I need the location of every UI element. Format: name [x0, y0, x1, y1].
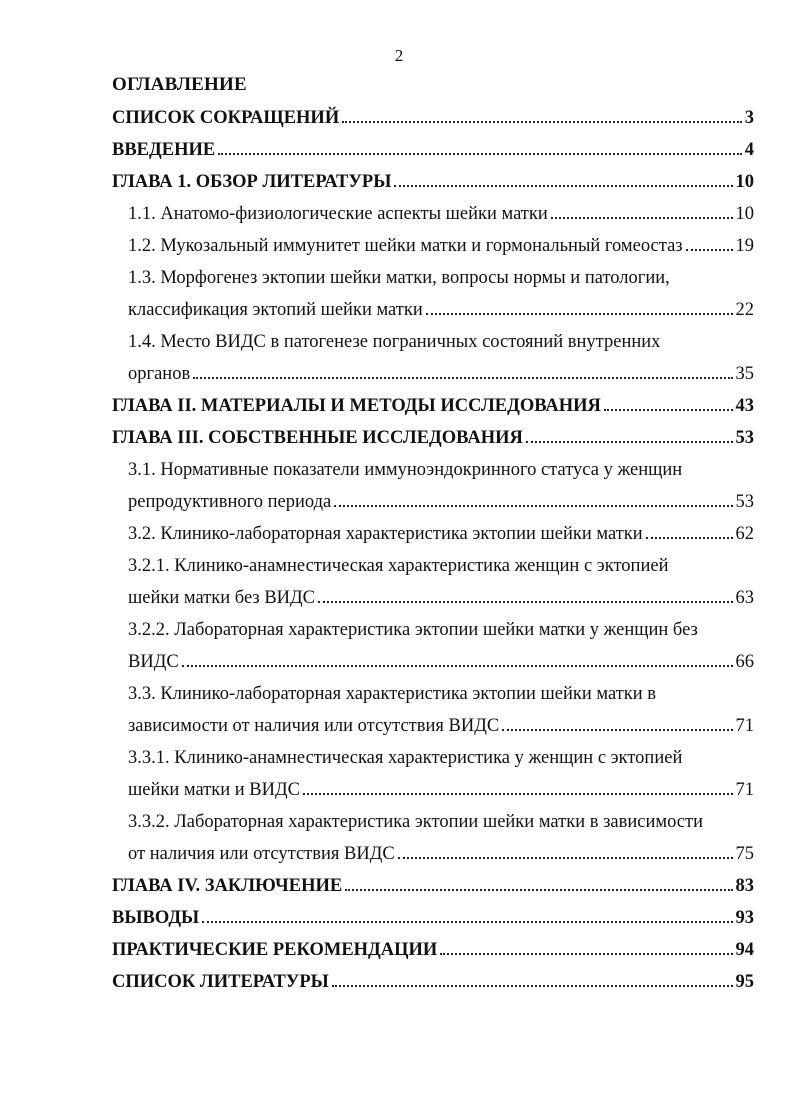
toc-entry-introduction[interactable] — [112, 138, 754, 162]
toc-entry-page: 75 — [735, 844, 754, 864]
toc-entry-text: ПРАКТИЧЕСКИЕ РЕКОМЕНДАЦИИ — [112, 940, 438, 960]
dot-leader — [332, 985, 733, 987]
toc-entry-page: 66 — [735, 652, 754, 672]
toc-entry-text: ГЛАВА 1. ОБЗОР ЛИТЕРАТУРЫ — [112, 172, 392, 192]
toc-entry-text: классификация эктопий шейки матки — [128, 300, 423, 320]
toc-entry-page: 71 — [735, 780, 754, 800]
toc-entry-recommendations[interactable] — [112, 938, 754, 962]
toc-entry-page: 10 — [735, 204, 754, 224]
toc-entry-page: 95 — [735, 972, 754, 992]
toc-entry-chapter-1[interactable] — [112, 170, 754, 194]
toc-entry-text: репродуктивного периода — [128, 492, 332, 512]
dot-leader — [334, 505, 732, 507]
dot-leader — [202, 921, 732, 923]
toc-entry-page: 22 — [735, 300, 754, 320]
toc-entry-text: шейки матки и ВИДС — [128, 780, 300, 800]
toc-entry-text: 1.2. Мукозальный иммунитет шейки матки и гормональный гомеостаз — [128, 236, 683, 256]
dot-leader — [193, 377, 732, 379]
toc-entry-page: 53 — [735, 492, 754, 512]
toc-entry-page: 10 — [735, 172, 754, 192]
toc-entry-3-2-2[interactable] — [128, 650, 754, 674]
toc-entry-page: 94 — [735, 940, 754, 960]
toc-entry-1-3-line1[interactable]: 1.3. Морфогенез эктопии шейки матки, вопросы нормы и патологии, — [128, 268, 670, 288]
toc-entry-page: 3 — [744, 108, 754, 128]
page-number: 2 — [394, 46, 404, 65]
toc-entry-3-1-line1[interactable]: 3.1. Нормативные показатели иммуноэндокринного статуса у женщин — [128, 460, 683, 480]
dot-leader — [440, 953, 732, 955]
dot-leader — [394, 185, 732, 187]
toc-entry-text: ГЛАВА III. СОБСТВЕННЫЕ ИССЛЕДОВАНИЯ — [112, 428, 523, 448]
toc-entry-page: 53 — [735, 428, 754, 448]
toc-entry-3-2[interactable] — [128, 522, 754, 546]
toc-entry-3-3-2-line1[interactable]: 3.3.2. Лабораторная характеристика эктопии шейки матки в зависимости — [128, 812, 703, 832]
toc-entry-3-3-line1[interactable]: 3.3. Клинико-лабораторная характеристика эктопии шейки матки в — [128, 684, 657, 704]
toc-entry-3-3-1[interactable] — [128, 778, 754, 802]
toc-entry-1-4-line1[interactable]: 1.4. Место ВИДС в патогенезе пограничных состояний внутренних — [128, 332, 661, 352]
toc-entry-references[interactable] — [112, 970, 754, 994]
dot-leader — [182, 665, 733, 667]
toc-entry-text: зависимости от наличия или отсутствия ВИДС — [128, 716, 500, 736]
dot-leader — [218, 153, 742, 155]
toc-entry-text: СПИСОК ЛИТЕРАТУРЫ — [112, 972, 329, 992]
toc-entry-3-3-1-line1[interactable]: 3.3.1. Клинико-анамнестическая характеристика у женщин с эктопией — [128, 748, 683, 768]
toc-entry-page: 43 — [735, 396, 754, 416]
toc-entry-chapter-4[interactable] — [112, 874, 754, 898]
toc-entry-3-2-1-line1[interactable]: 3.2.1. Клинико-анамнестическая характеристика женщин с эктопией — [128, 556, 669, 576]
toc-entry-text: шейки матки без ВИДС — [128, 588, 315, 608]
toc-entry-page: 35 — [735, 364, 754, 384]
toc-entry-text: ВВЕДЕНИЕ — [112, 140, 216, 160]
dot-leader — [342, 121, 742, 123]
dot-leader — [526, 441, 733, 443]
toc-entry-page: 83 — [735, 876, 754, 896]
toc-entry-text: ВИДС — [128, 652, 179, 672]
toc-entry-page: 63 — [735, 588, 754, 608]
dot-leader — [686, 249, 733, 251]
toc-entry-3-2-2-line1[interactable]: 3.2.2. Лабораторная характеристика эктопии шейки матки у женщин без — [128, 620, 698, 640]
toc-entry-abbreviations[interactable] — [112, 106, 754, 130]
toc-entry-text: ВЫВОДЫ — [112, 908, 200, 928]
toc-entry-text: 1.1. Анатомо-физиологические аспекты шейки матки — [128, 204, 548, 224]
dot-leader — [502, 729, 732, 731]
toc-entry-3-2-1[interactable] — [128, 586, 754, 610]
toc-entry-page: 71 — [735, 716, 754, 736]
toc-entry-1-4[interactable] — [128, 362, 754, 386]
toc-entry-3-3-2[interactable] — [128, 842, 754, 866]
toc-entry-text: 3.2. Клинико-лабораторная характеристика эктопии шейки матки — [128, 524, 643, 544]
toc-entry-3-3[interactable] — [128, 714, 754, 738]
toc-entry-1-1[interactable] — [128, 202, 754, 226]
toc-entry-chapter-2[interactable] — [112, 394, 754, 418]
toc-entry-text: органов — [128, 364, 191, 384]
toc-entry-page: 93 — [735, 908, 754, 928]
toc-entry-text: СПИСОК СОКРАЩЕНИЙ — [112, 108, 340, 128]
toc-entry-page: 4 — [744, 140, 754, 160]
dot-leader — [646, 537, 733, 539]
toc-entry-1-2[interactable] — [128, 234, 754, 258]
dot-leader — [426, 313, 733, 315]
dot-leader — [398, 857, 733, 859]
dot-leader — [345, 889, 732, 891]
toc-entry-3-1[interactable] — [128, 490, 754, 514]
toc-entry-1-3[interactable] — [128, 298, 754, 322]
toc-entry-text: ГЛАВА IV. ЗАКЛЮЧЕНИЕ — [112, 876, 343, 896]
toc-title: ОГЛАВЛЕНИЕ — [112, 74, 247, 95]
dot-leader — [604, 409, 733, 411]
dot-leader — [303, 793, 733, 795]
toc-entry-page: 62 — [735, 524, 754, 544]
toc-entry-conclusions[interactable] — [112, 906, 754, 930]
dot-leader — [551, 217, 733, 219]
dot-leader — [318, 601, 733, 603]
toc-entry-text: от наличия или отсутствия ВИДС — [128, 844, 395, 864]
toc-entry-chapter-3[interactable] — [112, 426, 754, 450]
toc-entry-text: ГЛАВА II. МАТЕРИАЛЫ И МЕТОДЫ ИССЛЕДОВАНИЯ — [112, 396, 601, 416]
toc-entry-page: 19 — [735, 236, 754, 256]
